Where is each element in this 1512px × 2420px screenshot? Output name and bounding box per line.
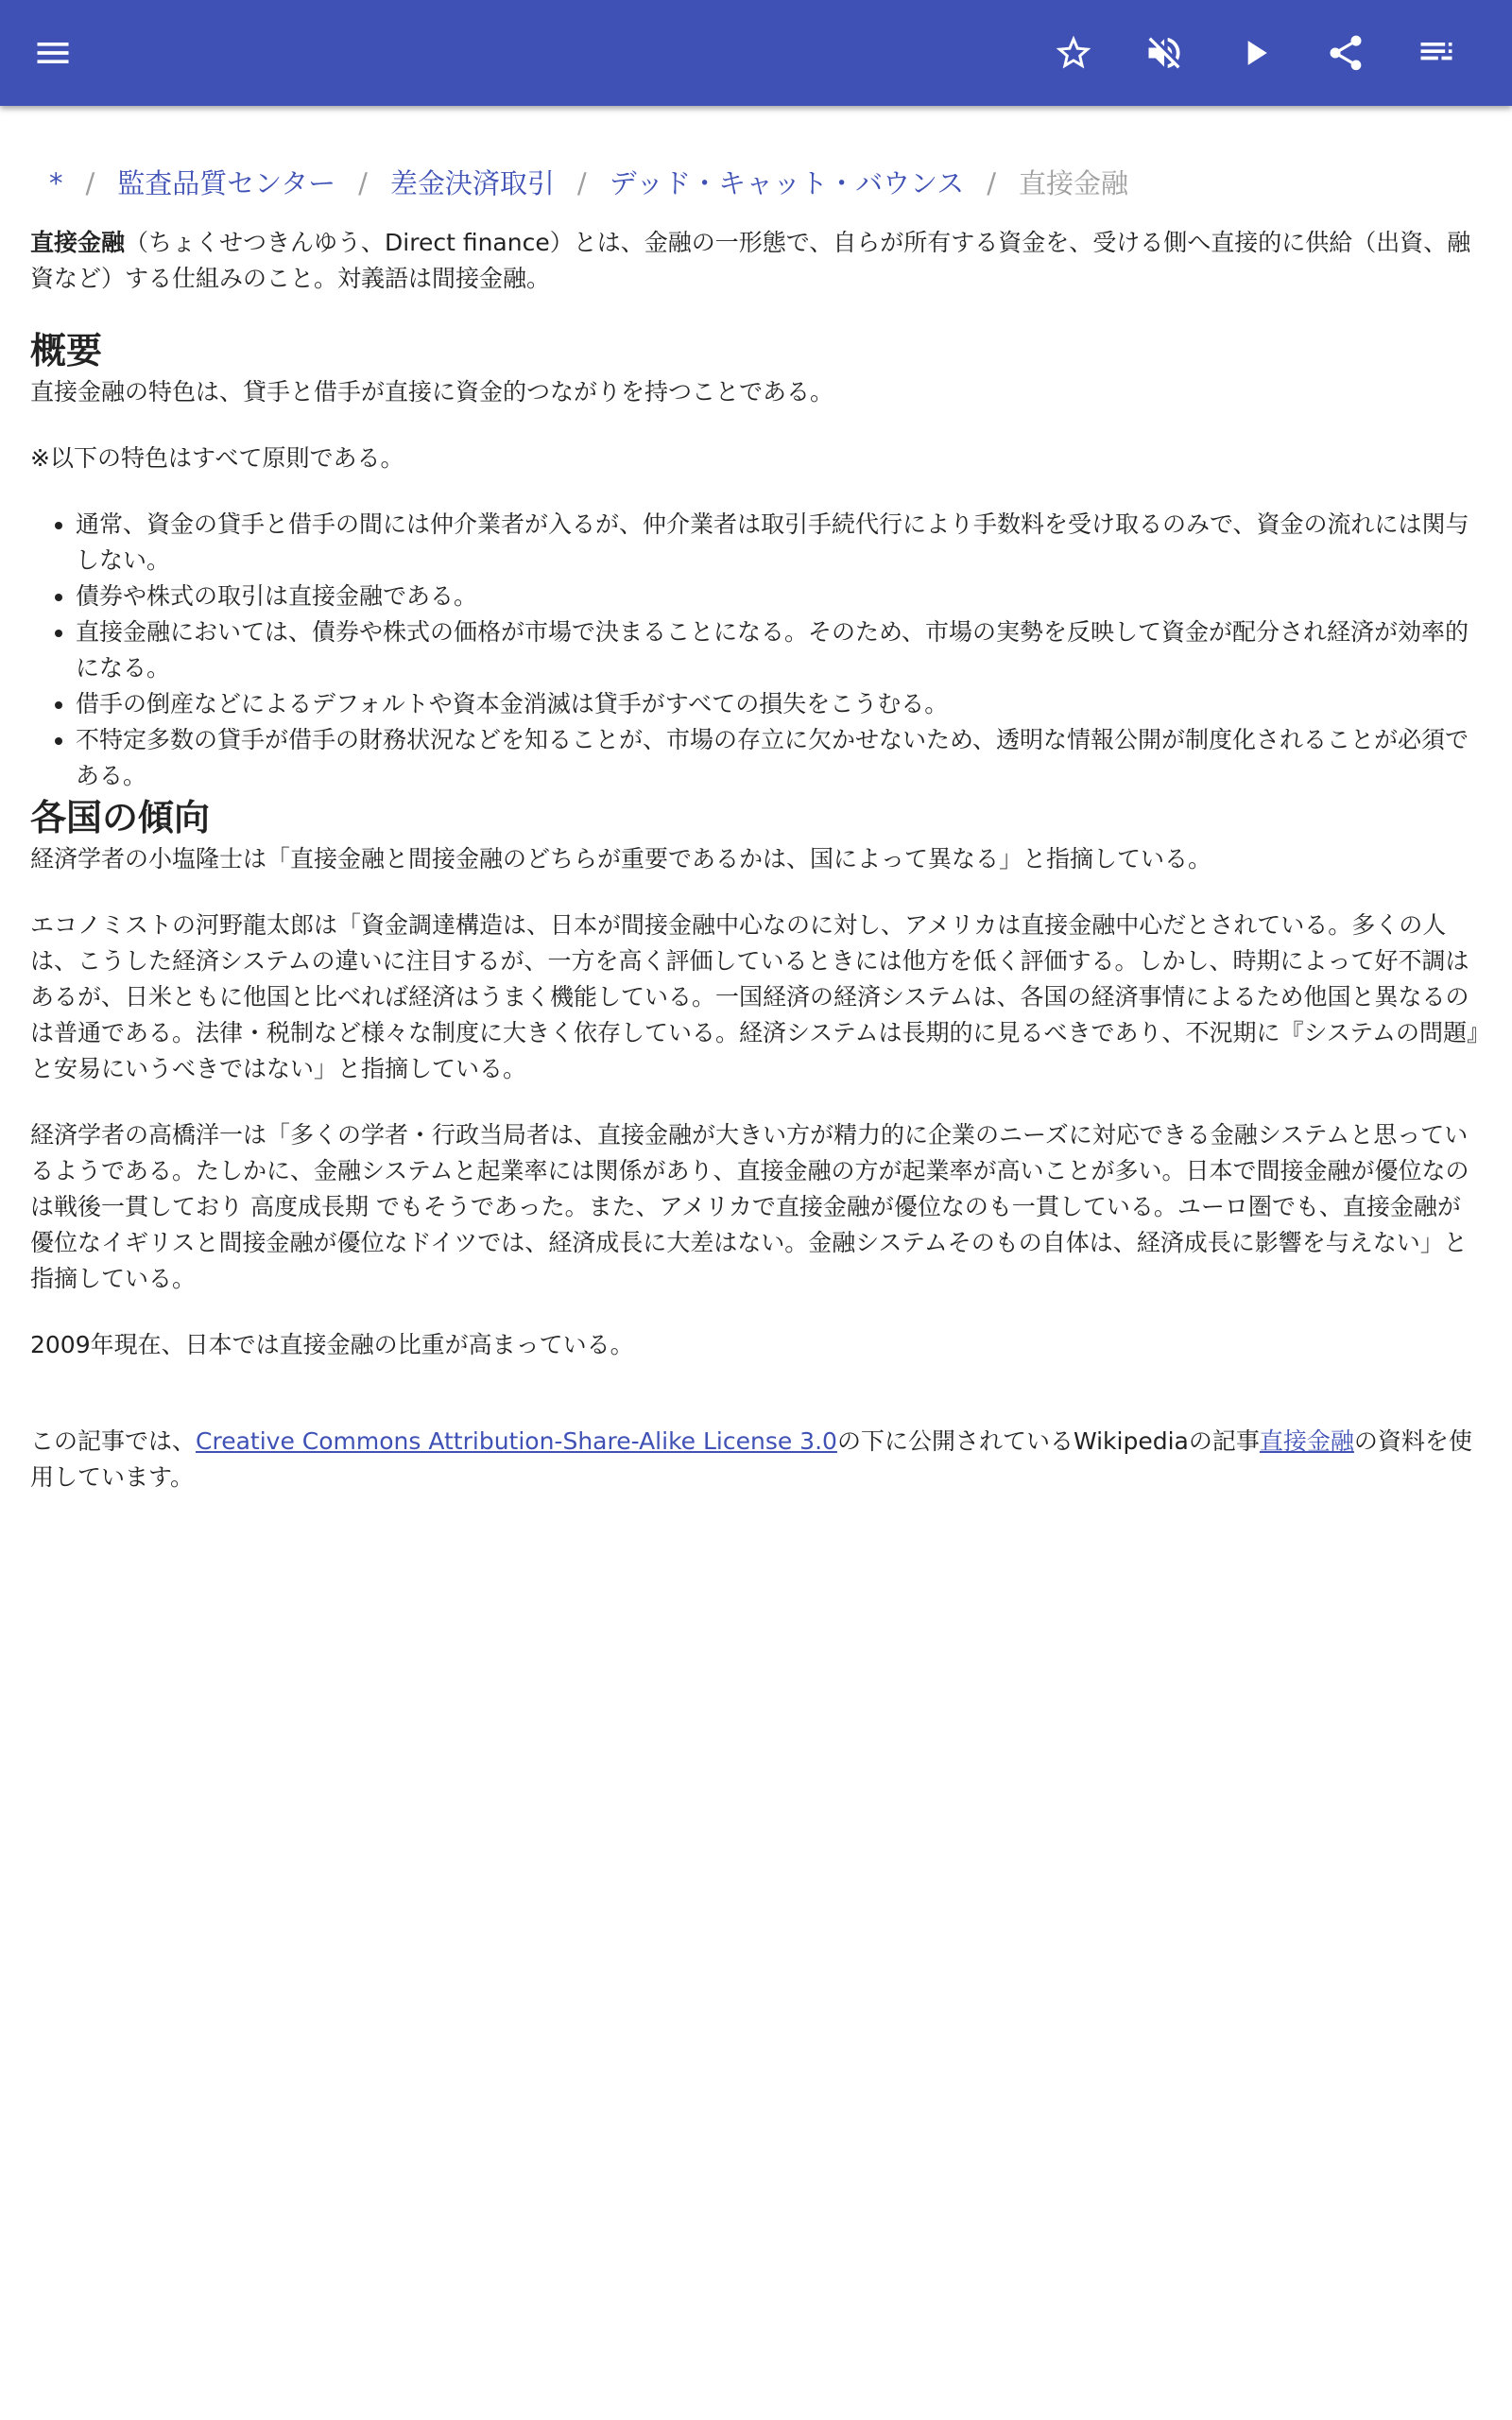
paragraph: 経済学者の小塩隆士は「直接金融と間接金融のどちらが重要であるかは、国によって異なる」と指摘している。 bbox=[30, 845, 1212, 873]
intro-term: 直接金融 bbox=[30, 229, 126, 256]
menu-icon bbox=[32, 32, 74, 74]
section-heading-country-trends: 各国の傾向 bbox=[30, 797, 211, 838]
source-article-link[interactable]: 直接金融 bbox=[1259, 1427, 1354, 1455]
menu-button[interactable] bbox=[23, 23, 83, 83]
breadcrumb-item-home[interactable]: * bbox=[49, 167, 63, 199]
volume-off-icon bbox=[1143, 32, 1185, 74]
breadcrumb bbox=[49, 164, 1482, 202]
breadcrumb-item-dead-cat-bounce[interactable]: デッド・キャット・バウンス bbox=[609, 167, 965, 199]
play-icon bbox=[1234, 32, 1276, 74]
breadcrumb-separator: / bbox=[85, 167, 95, 199]
share-icon bbox=[1325, 32, 1366, 74]
license-notice bbox=[30, 1424, 1482, 1495]
intro-text: （ちょくせつきんゆう、Direct finance）とは、金融の一形態で、自らが所有する資金を、受ける側へ直接的に供給（出資、融資など）する仕組みのこと。対義語は間接金融。 bbox=[30, 229, 1471, 292]
list-item: • 直接金融においては、債券や株式の価格が市場で決まることになる。そのため、市場の実勢を反映して資金が配分され経済が効率的になる。 bbox=[76, 614, 1482, 686]
feature-list bbox=[30, 507, 1482, 794]
app-bar bbox=[0, 0, 1512, 106]
play-button[interactable] bbox=[1225, 23, 1285, 83]
toc-button[interactable] bbox=[1406, 23, 1467, 83]
license-suffix: の資料を使用しています。 bbox=[30, 1427, 1472, 1491]
breadcrumb-item-cfd[interactable]: 差金決済取引 bbox=[389, 167, 555, 199]
list-item: • 債券や株式の取引は直接金融である。 bbox=[76, 579, 1482, 614]
list-item: • 借手の倒産などによるデフォルトや資本金消滅は貸手がすべての損失をこうむる。 bbox=[76, 686, 1482, 722]
paragraph: ※以下の特色はすべて原則である。 bbox=[30, 444, 404, 472]
breadcrumb-separator: / bbox=[358, 167, 368, 199]
playlist-icon bbox=[1416, 32, 1457, 74]
breadcrumb-separator: / bbox=[987, 167, 997, 199]
breadcrumb-current: 直接金融 bbox=[1019, 167, 1129, 199]
intro-paragraph bbox=[30, 225, 1482, 297]
article-content bbox=[30, 142, 1482, 1526]
mute-button[interactable] bbox=[1134, 23, 1194, 83]
paragraph: 2009年現在、日本では直接金融の比重が高まっている。 bbox=[30, 1331, 634, 1358]
license-link[interactable]: Creative Commons Attribution-Share-Alike License 3.0 bbox=[196, 1427, 837, 1455]
paragraph: 経済学者の高橋洋一は「多くの学者・行政当局者は、直接金融が大きい方が精力的に企業のニーズに対応できる金融システムと思っているようである。たしかに、金融システムと起業率には関係があり、直接金融の方が起業率が高いことが多い。日本で間接金融が優位なのは戦後一貫しており 高度成長期 でもそうであった。また、アメリカで直接金融が優位なのも一貫している。ユーロ圏でも、直接金融が優位なイギリスと間接金融が優位なドイツでは、経済成長に大差はない。金融システムそのもの自体は、経済成長に影響を与えない」と指摘している。 bbox=[30, 1121, 1469, 1292]
spacer bbox=[30, 1393, 1482, 1424]
list-item: • 不特定多数の貸手が借手の財務状況などを知ることが、市場の存立に欠かせないため、透明な情報公開が制度化されることが必須である。 bbox=[76, 722, 1482, 794]
section-heading-overview: 概要 bbox=[30, 330, 103, 372]
star-outline-icon bbox=[1053, 32, 1094, 74]
breadcrumb-separator: / bbox=[576, 167, 587, 199]
license-middle: の下に公開されているWikipediaの記事 bbox=[836, 1427, 1260, 1455]
paragraph: エコノミストの河野龍太郎は「資金調達構造は、日本が間接金融中心なのに対し、アメリカは直接金融中心だとされている。多くの人は、こうした経済システムの違いに注目するが、一方を高く評価しているときには他方を低く評価する。しかし、時期によって好不調はあるが、日米ともに他国と比べれば経済はうまく機能している。一国経済の経済システムは、各国の経済事情によるため他国と異なるのは普通である。法律・税制など様々な制度に大きく依存している。経済システムは長期的に見るべきであり、不況期に『システムの問題』と安易にいうべきではない」と指摘している。 bbox=[30, 911, 1479, 1082]
license-prefix: この記事では、 bbox=[30, 1427, 197, 1455]
favorite-button[interactable] bbox=[1043, 23, 1104, 83]
list-item: • 通常、資金の貸手と借手の間には仲介業者が入るが、仲介業者は取引手続代行により手数料を受け取るのみで、資金の流れには関与しない。 bbox=[76, 507, 1482, 579]
breadcrumb-item-audit-center[interactable]: 監査品質センター bbox=[117, 167, 336, 199]
paragraph: 直接金融の特色は、貸手と借手が直接に資金的つながりを持つことである。 bbox=[30, 378, 834, 406]
share-button[interactable] bbox=[1315, 23, 1376, 83]
